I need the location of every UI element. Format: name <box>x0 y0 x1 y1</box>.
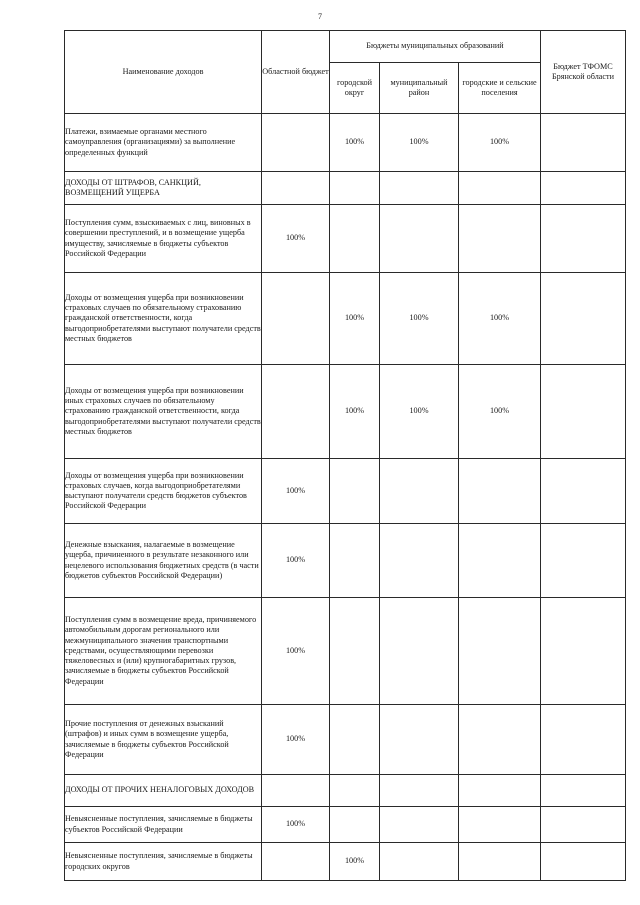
tfoms-share <box>541 365 626 459</box>
revenue-name: Платежи, взимаемые органами местного самоуправления (организациями) за выполнение определенных функций <box>65 114 262 172</box>
revenue-name: Невыясненные поступления, зачисляемые в бюджеты субъектов Российской Федерации <box>65 807 262 843</box>
section-row <box>65 172 626 205</box>
revenue-name: Поступления сумм, взыскиваемых с лиц, виновных в совершении преступлений, и в возмещение ущерба имуществу, зачисляемые в бюджеты субъектов Российской Федерации <box>65 205 262 273</box>
settlements-share: 100% <box>459 273 541 365</box>
section-row <box>65 775 626 807</box>
regional-share <box>262 273 330 365</box>
municipal-district-share <box>380 524 459 598</box>
revenue-name: Поступления сумм в возмещение вреда, причиняемого автомобильным дорогам регионального или межмуниципального значения транспортными средствами, осуществляющими перевозки тяжеловесных и (или) крупногабаритных грузов, зачисляемые в бюджеты субъектов Российской Федерации <box>65 598 262 705</box>
city-district-share: 100% <box>330 114 380 172</box>
municipal-district-share <box>380 705 459 775</box>
municipal-district-share <box>380 459 459 524</box>
municipal-district-share <box>380 807 459 843</box>
regional-share <box>262 365 330 459</box>
regional-share: 100% <box>262 459 330 524</box>
city-district-share <box>330 705 380 775</box>
city-district-share: 100% <box>330 273 380 365</box>
tfoms-share <box>541 273 626 365</box>
city-district-share <box>330 459 380 524</box>
municipal-district-share: 100% <box>380 114 459 172</box>
page-number: 7 <box>318 12 322 21</box>
settlements-share <box>459 205 541 273</box>
regional-share <box>262 843 330 881</box>
settlements-share <box>459 843 541 881</box>
tfoms-share <box>541 598 626 705</box>
revenue-name: Доходы от возмещения ущерба при возникновении иных страховых случаев по обязательному страхованию гражданской ответственности, когда выгодоприобретателями выступают получатели средств местных бюджетов <box>65 365 262 459</box>
table-row <box>65 365 626 459</box>
regional-share: 100% <box>262 705 330 775</box>
settlements-share <box>459 459 541 524</box>
tfoms-share <box>541 843 626 881</box>
section-title: ДОХОДЫ ОТ ПРОЧИХ НЕНАЛОГОВЫХ ДОХОДОВ <box>65 775 262 807</box>
tfoms-share <box>541 205 626 273</box>
city-district-share: 100% <box>330 843 380 881</box>
city-district-share <box>330 807 380 843</box>
settlements-share <box>459 807 541 843</box>
tfoms-share <box>541 114 626 172</box>
revenue-distribution-table <box>64 30 626 881</box>
revenue-name: Денежные взыскания, налагаемые в возмещение ущерба, причиненного в результате незаконного или нецелевого использования бюджетных средств (в части бюджетов субъектов Российской Федерации) <box>65 524 262 598</box>
tfoms-share <box>541 524 626 598</box>
header-tfoms-budget: Бюджет ТФОМС Брянской области <box>541 31 626 114</box>
city-district-share: 100% <box>330 365 380 459</box>
table-row <box>65 598 626 705</box>
table-row <box>65 205 626 273</box>
revenue-name: Невыясненные поступления, зачисляемые в бюджеты городских округов <box>65 843 262 881</box>
revenue-name: Доходы от возмещения ущерба при возникновении страховых случаев, когда выгодоприобретателями выступают получатели средств бюджетов субъектов Российской Федерации <box>65 459 262 524</box>
city-district-share <box>330 524 380 598</box>
settlements-share <box>459 705 541 775</box>
table-row <box>65 459 626 524</box>
table-row <box>65 807 626 843</box>
municipal-district-share <box>380 843 459 881</box>
header-settlements: городские и сельские поселения <box>459 63 541 114</box>
table-row <box>65 843 626 881</box>
table-row <box>65 273 626 365</box>
regional-share: 100% <box>262 524 330 598</box>
header-revenue-name: Наименование доходов <box>65 31 262 114</box>
revenue-name: Прочие поступления от денежных взысканий (штрафов) и иных сумм в возмещение ущерба, зачисляемые в бюджеты субъектов Российской Федерации <box>65 705 262 775</box>
city-district-share <box>330 205 380 273</box>
city-district-share <box>330 598 380 705</box>
tfoms-share <box>541 459 626 524</box>
settlements-share: 100% <box>459 365 541 459</box>
municipal-district-share <box>380 205 459 273</box>
municipal-district-share: 100% <box>380 273 459 365</box>
tfoms-share <box>541 705 626 775</box>
settlements-share <box>459 524 541 598</box>
section-title: ДОХОДЫ ОТ ШТРАФОВ, САНКЦИЙ, ВОЗМЕЩЕНИЙ УЩЕРБА <box>65 172 262 205</box>
settlements-share: 100% <box>459 114 541 172</box>
revenue-name: Доходы от возмещения ущерба при возникновении страховых случаев по обязательному страхованию гражданской ответственности, когда выгодоприобретателями выступают получатели средств местных бюджетов <box>65 273 262 365</box>
regional-share: 100% <box>262 807 330 843</box>
tfoms-share <box>541 807 626 843</box>
header-municipal-budgets: Бюджеты муниципальных образований <box>330 31 541 63</box>
municipal-district-share: 100% <box>380 365 459 459</box>
header-municipal-district: муниципальный район <box>380 63 459 114</box>
table-row <box>65 705 626 775</box>
table-row <box>65 114 626 172</box>
table-row <box>65 524 626 598</box>
municipal-district-share <box>380 598 459 705</box>
regional-share: 100% <box>262 598 330 705</box>
regional-share <box>262 114 330 172</box>
settlements-share <box>459 598 541 705</box>
header-regional-budget: Областной бюджет <box>262 31 330 114</box>
regional-share: 100% <box>262 205 330 273</box>
header-city-district: городской округ <box>330 63 380 114</box>
